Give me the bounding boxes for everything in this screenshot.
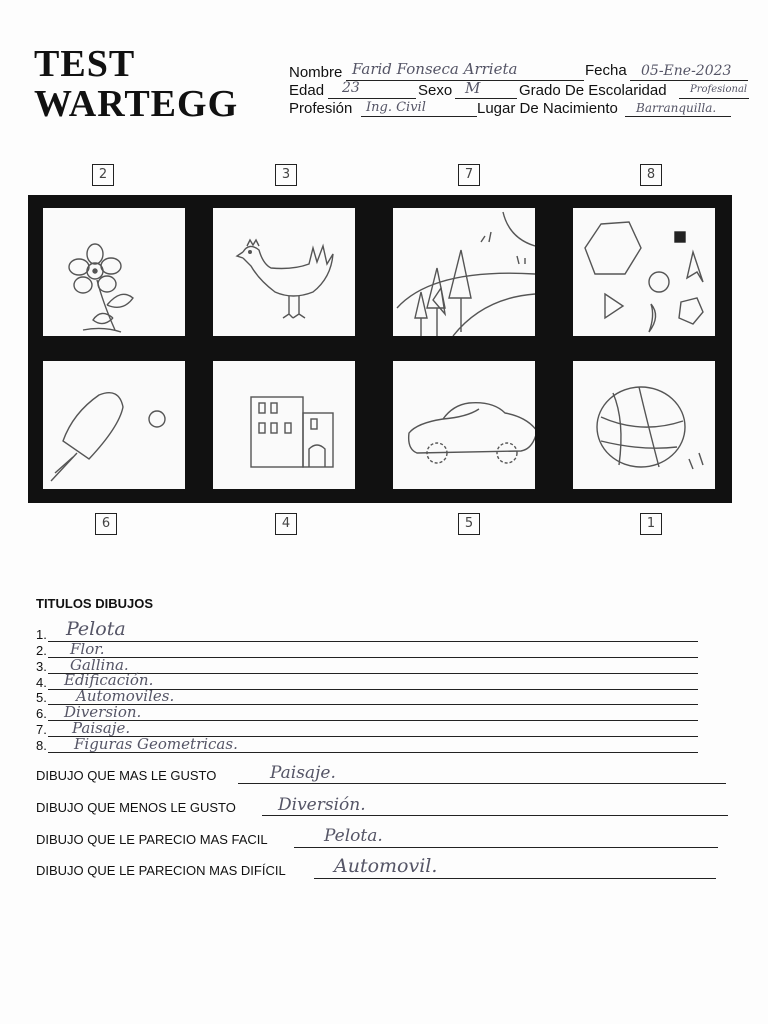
- title-line-2: [48, 657, 698, 658]
- rooster-drawing-icon: [213, 208, 355, 336]
- title-number-4: 4.: [36, 675, 47, 690]
- question-label-hardest: DIBUJO QUE LE PARECION MAS DIFÍCIL: [36, 863, 286, 878]
- question-answer-hardest: Automovil.: [334, 855, 438, 877]
- drawing-grid: [28, 195, 732, 503]
- ball-drawing-icon: [573, 361, 715, 489]
- top-number-box-1: 2: [92, 164, 114, 186]
- question-label-least-liked: DIBUJO QUE MENOS LE GUSTO: [36, 800, 236, 815]
- profesion-line: [361, 116, 477, 117]
- question-line-hardest: [314, 878, 716, 879]
- top-number-box-2: 3: [275, 164, 297, 186]
- title-number-6: 6.: [36, 706, 47, 721]
- question-line-easiest: [294, 847, 718, 848]
- title-text-5: Automoviles.: [76, 687, 175, 705]
- nombre-label: Nombre: [289, 64, 343, 81]
- title-text-2: Flor.: [70, 640, 105, 658]
- title-text-7: Paisaje.: [72, 719, 131, 737]
- sexo-label: Sexo: [418, 82, 453, 99]
- question-answer-easiest: Pelota.: [324, 826, 383, 846]
- title-number-1: 1.: [36, 627, 47, 642]
- title-line-1: TEST: [34, 43, 136, 85]
- lugar-label: Lugar De Nacimiento: [477, 100, 618, 117]
- top-number-box-4: 8: [640, 164, 662, 186]
- title-line-6: [48, 720, 698, 721]
- lugar-line: [625, 116, 731, 117]
- grado-line: [679, 98, 749, 99]
- title-line-2: WARTEGG: [34, 83, 239, 125]
- question-answer-most-liked: Paisaje.: [270, 763, 336, 783]
- lugar-value: Barranquilla.: [636, 101, 717, 115]
- question-line-least-liked: [262, 815, 728, 816]
- bottom-number-box-3: 5: [458, 513, 480, 535]
- fecha-value: 05-Ene-2023: [641, 63, 732, 79]
- nombre-value: Farid Fonseca Arrieta: [352, 60, 518, 78]
- profesion-label: Profesión: [289, 100, 353, 117]
- question-line-most-liked: [238, 783, 726, 784]
- top-number-box-3: 7: [458, 164, 480, 186]
- title-line-1: [48, 641, 698, 642]
- test-title: [34, 44, 238, 124]
- grado-label: Grado De Escolaridad: [519, 82, 667, 99]
- title-number-5: 5.: [36, 690, 47, 705]
- sexo-line: [455, 98, 517, 99]
- titulos-heading: TITULOS DIBUJOS: [36, 596, 154, 611]
- question-answer-least-liked: Diversión.: [278, 795, 366, 815]
- edad-label: Edad: [289, 82, 325, 99]
- geometric-figures-drawing-icon: [573, 208, 715, 336]
- title-text-1: Pelota: [66, 618, 126, 640]
- grado-value: Profesional: [690, 84, 748, 95]
- fecha-line: [630, 80, 748, 81]
- sexo-value: M: [465, 79, 481, 97]
- landscape-drawing-icon: [393, 208, 535, 336]
- title-text-4: Edificación.: [64, 671, 154, 689]
- title-number-8: 8.: [36, 738, 47, 753]
- question-label-easiest: DIBUJO QUE LE PARECIO MAS FACIL: [36, 832, 268, 847]
- title-text-8: Figuras Geometricas.: [74, 735, 238, 753]
- bottom-number-box-4: 1: [640, 513, 662, 535]
- title-number-7: 7.: [36, 722, 47, 737]
- building-drawing-icon: [213, 361, 355, 489]
- car-drawing-icon: [393, 361, 535, 489]
- diversion-drawing-icon: [43, 361, 185, 489]
- bottom-number-box-1: 6: [95, 513, 117, 535]
- edad-value: 23: [342, 80, 360, 96]
- title-text-6: Diversion.: [64, 703, 142, 721]
- title-text-3: Gallina.: [70, 656, 129, 674]
- flower-drawing-icon: [43, 208, 185, 336]
- edad-line: [328, 98, 416, 99]
- title-number-2: 2.: [36, 643, 47, 658]
- fecha-label: Fecha: [585, 62, 627, 79]
- profesion-value: Ing. Civil: [366, 100, 426, 115]
- question-label-most-liked: DIBUJO QUE MAS LE GUSTO: [36, 768, 217, 783]
- title-number-3: 3.: [36, 659, 47, 674]
- bottom-number-box-2: 4: [275, 513, 297, 535]
